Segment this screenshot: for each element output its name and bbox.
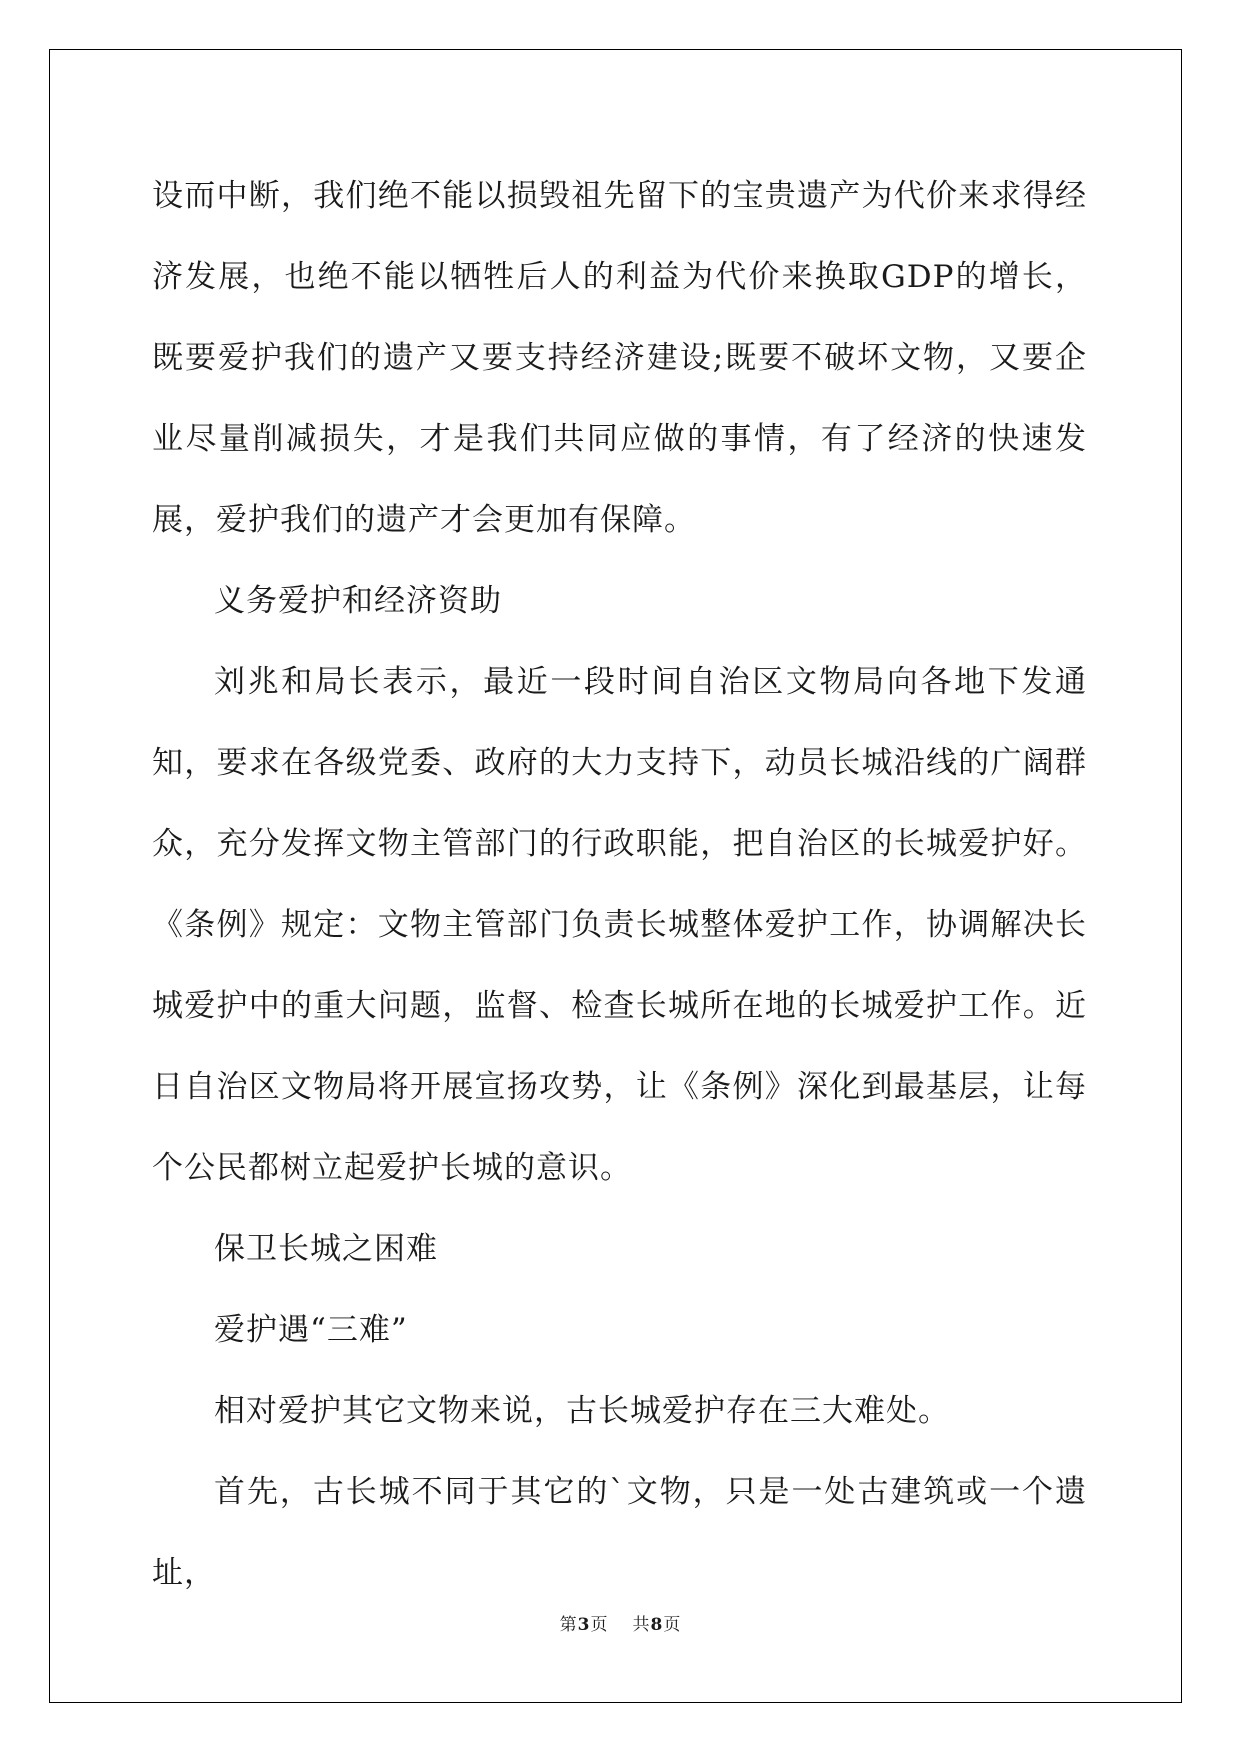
paragraph-2: 刘兆和局长表示，最近一段时间自治区文物局向各地下发通知，要求在各级党委、政府的大力支持下，动员长城沿线的广阔群众，充分发挥文物主管部门的行政职能，把自治区的长城爱护好。《条例》规定：文物主管部门负责长城整体爱护工作，协调解决长城爱护中的重大问题，监督、检查长城所在地的长城爱护工作。近日自治区文物局将开展宣扬攻势，让《条例》深化到最基层，让每个公民都树立起爱护长城的意识。 xyxy=(152,664,1087,1186)
footer-page-word: 页 xyxy=(590,1615,609,1635)
total-pages-number: 8 xyxy=(650,1615,664,1635)
footer-total-prefix: 共 xyxy=(632,1615,651,1635)
section-heading-difficulties: 保卫长城之困难 xyxy=(214,1231,438,1267)
document-body xyxy=(152,156,1087,1614)
footer-prefix: 第 xyxy=(559,1615,578,1635)
paragraph-4: 首先，古长城不同于其它的`文物，只是一处古建筑或一个遗址， xyxy=(152,1474,1087,1591)
page-footer xyxy=(0,1610,1241,1635)
footer-suffix: 页 xyxy=(663,1615,682,1635)
section-heading-voluntary-protection: 义务爱护和经济资助 xyxy=(214,583,502,619)
current-page-number: 3 xyxy=(577,1615,591,1635)
paragraph-1: 设而中断，我们绝不能以损毁祖先留下的宝贵遗产为代价来求得经济发展，也绝不能以牺牲后人的利益为代价来换取GDP的增长，既要爱护我们的遗产又要支持经济建设;既要不破坏文物，又要企业尽量削减损失，才是我们共同应做的事情，有了经济的快速发展，爱护我们的遗产才会更加有保障。 xyxy=(152,178,1087,538)
paragraph-3: 相对爱护其它文物来说，古长城爱护存在三大难处。 xyxy=(214,1393,950,1429)
section-subheading-three-difficulties: 爱护遇“三难” xyxy=(214,1312,408,1348)
